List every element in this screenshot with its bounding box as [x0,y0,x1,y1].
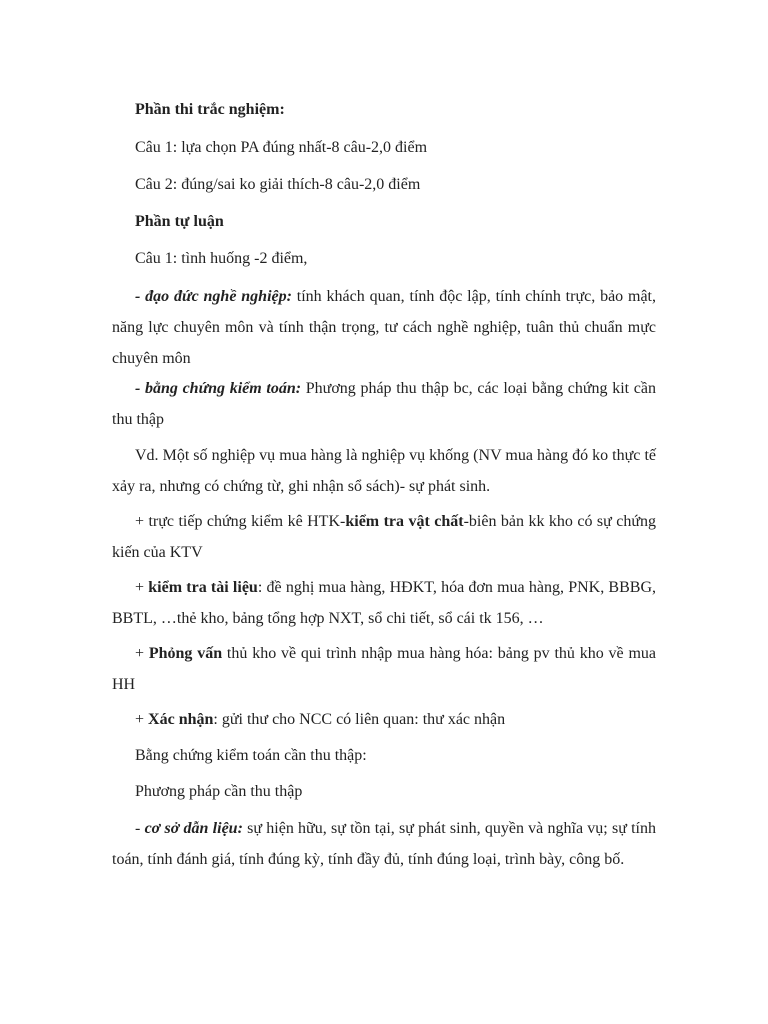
bullet-document-inspection: + kiểm tra tài liệu: đề nghị mua hàng, HĐKT, hóa đơn mua hàng, PNK, BBBG, BBTL, …thẻ kho, bảng tổng hợp NXT, sổ chi tiết, sổ cái tk 156, … [112,579,657,627]
heading-multiple-choice: Phần thi trắc nghiệm: [135,101,285,118]
document-page [112,0,656,1024]
paragraph-example: Vd. Một số nghiệp vụ mua hàng là nghiệp vụ khống (NV mua hàng đó ko thực tế xảy ra, nhưng có chứng từ, ghi nhận sổ sách)- sự phát sinh. [112,447,656,495]
paragraph-audit-evidence: - bằng chứng kiểm toán: Phương pháp thu thập bc, các loại bằng chứng kit cần thu thập [112,380,656,428]
audit-evidence-to-collect: Bằng chứng kiểm toán cần thu thập: [135,747,367,764]
paragraph-professional-ethics: - đạo đức nghề nghiệp: tính khách quan, tính độc lập, tính chính trực, bảo mật, năng lực chuyên môn và tính thận trọng, tư cách nghề nghiệp, tuân thủ chuẩn mực chuyên môn [112,288,657,367]
bullet-interview: + Phỏng vấn thủ kho về qui trình nhập mua hàng hóa: bảng pv thủ kho về mua HH [112,645,657,693]
bullet-confirmation: + Xác nhận: gửi thư cho NCC có liên quan: thư xác nhận [135,711,506,728]
bullet-physical-inspection: + trực tiếp chứng kiểm kê HTK-kiểm tra vật chất-biên bản kk kho có sự chứng kiến của KTV [112,513,657,561]
essay-question-1: Câu 1: tình huống -2 điểm, [135,250,308,267]
methods-to-collect: Phương pháp cần thu thập [135,783,303,800]
heading-essay: Phần tự luận [135,213,224,230]
paragraph-assertions: - cơ sở dẫn liệu: sự hiện hữu, sự tồn tại, sự phát sinh, quyền và nghĩa vụ; sự tính toán, tính đánh giá, tính đúng kỳ, tính đầy đủ, tính đúng loại, trình bày, công bố. [112,820,657,868]
question-1-multiple-choice: Câu 1: lựa chọn PA đúng nhất-8 câu-2,0 điểm [135,139,428,156]
question-2-true-false: Câu 2: đúng/sai ko giải thích-8 câu-2,0 điểm [135,176,421,193]
